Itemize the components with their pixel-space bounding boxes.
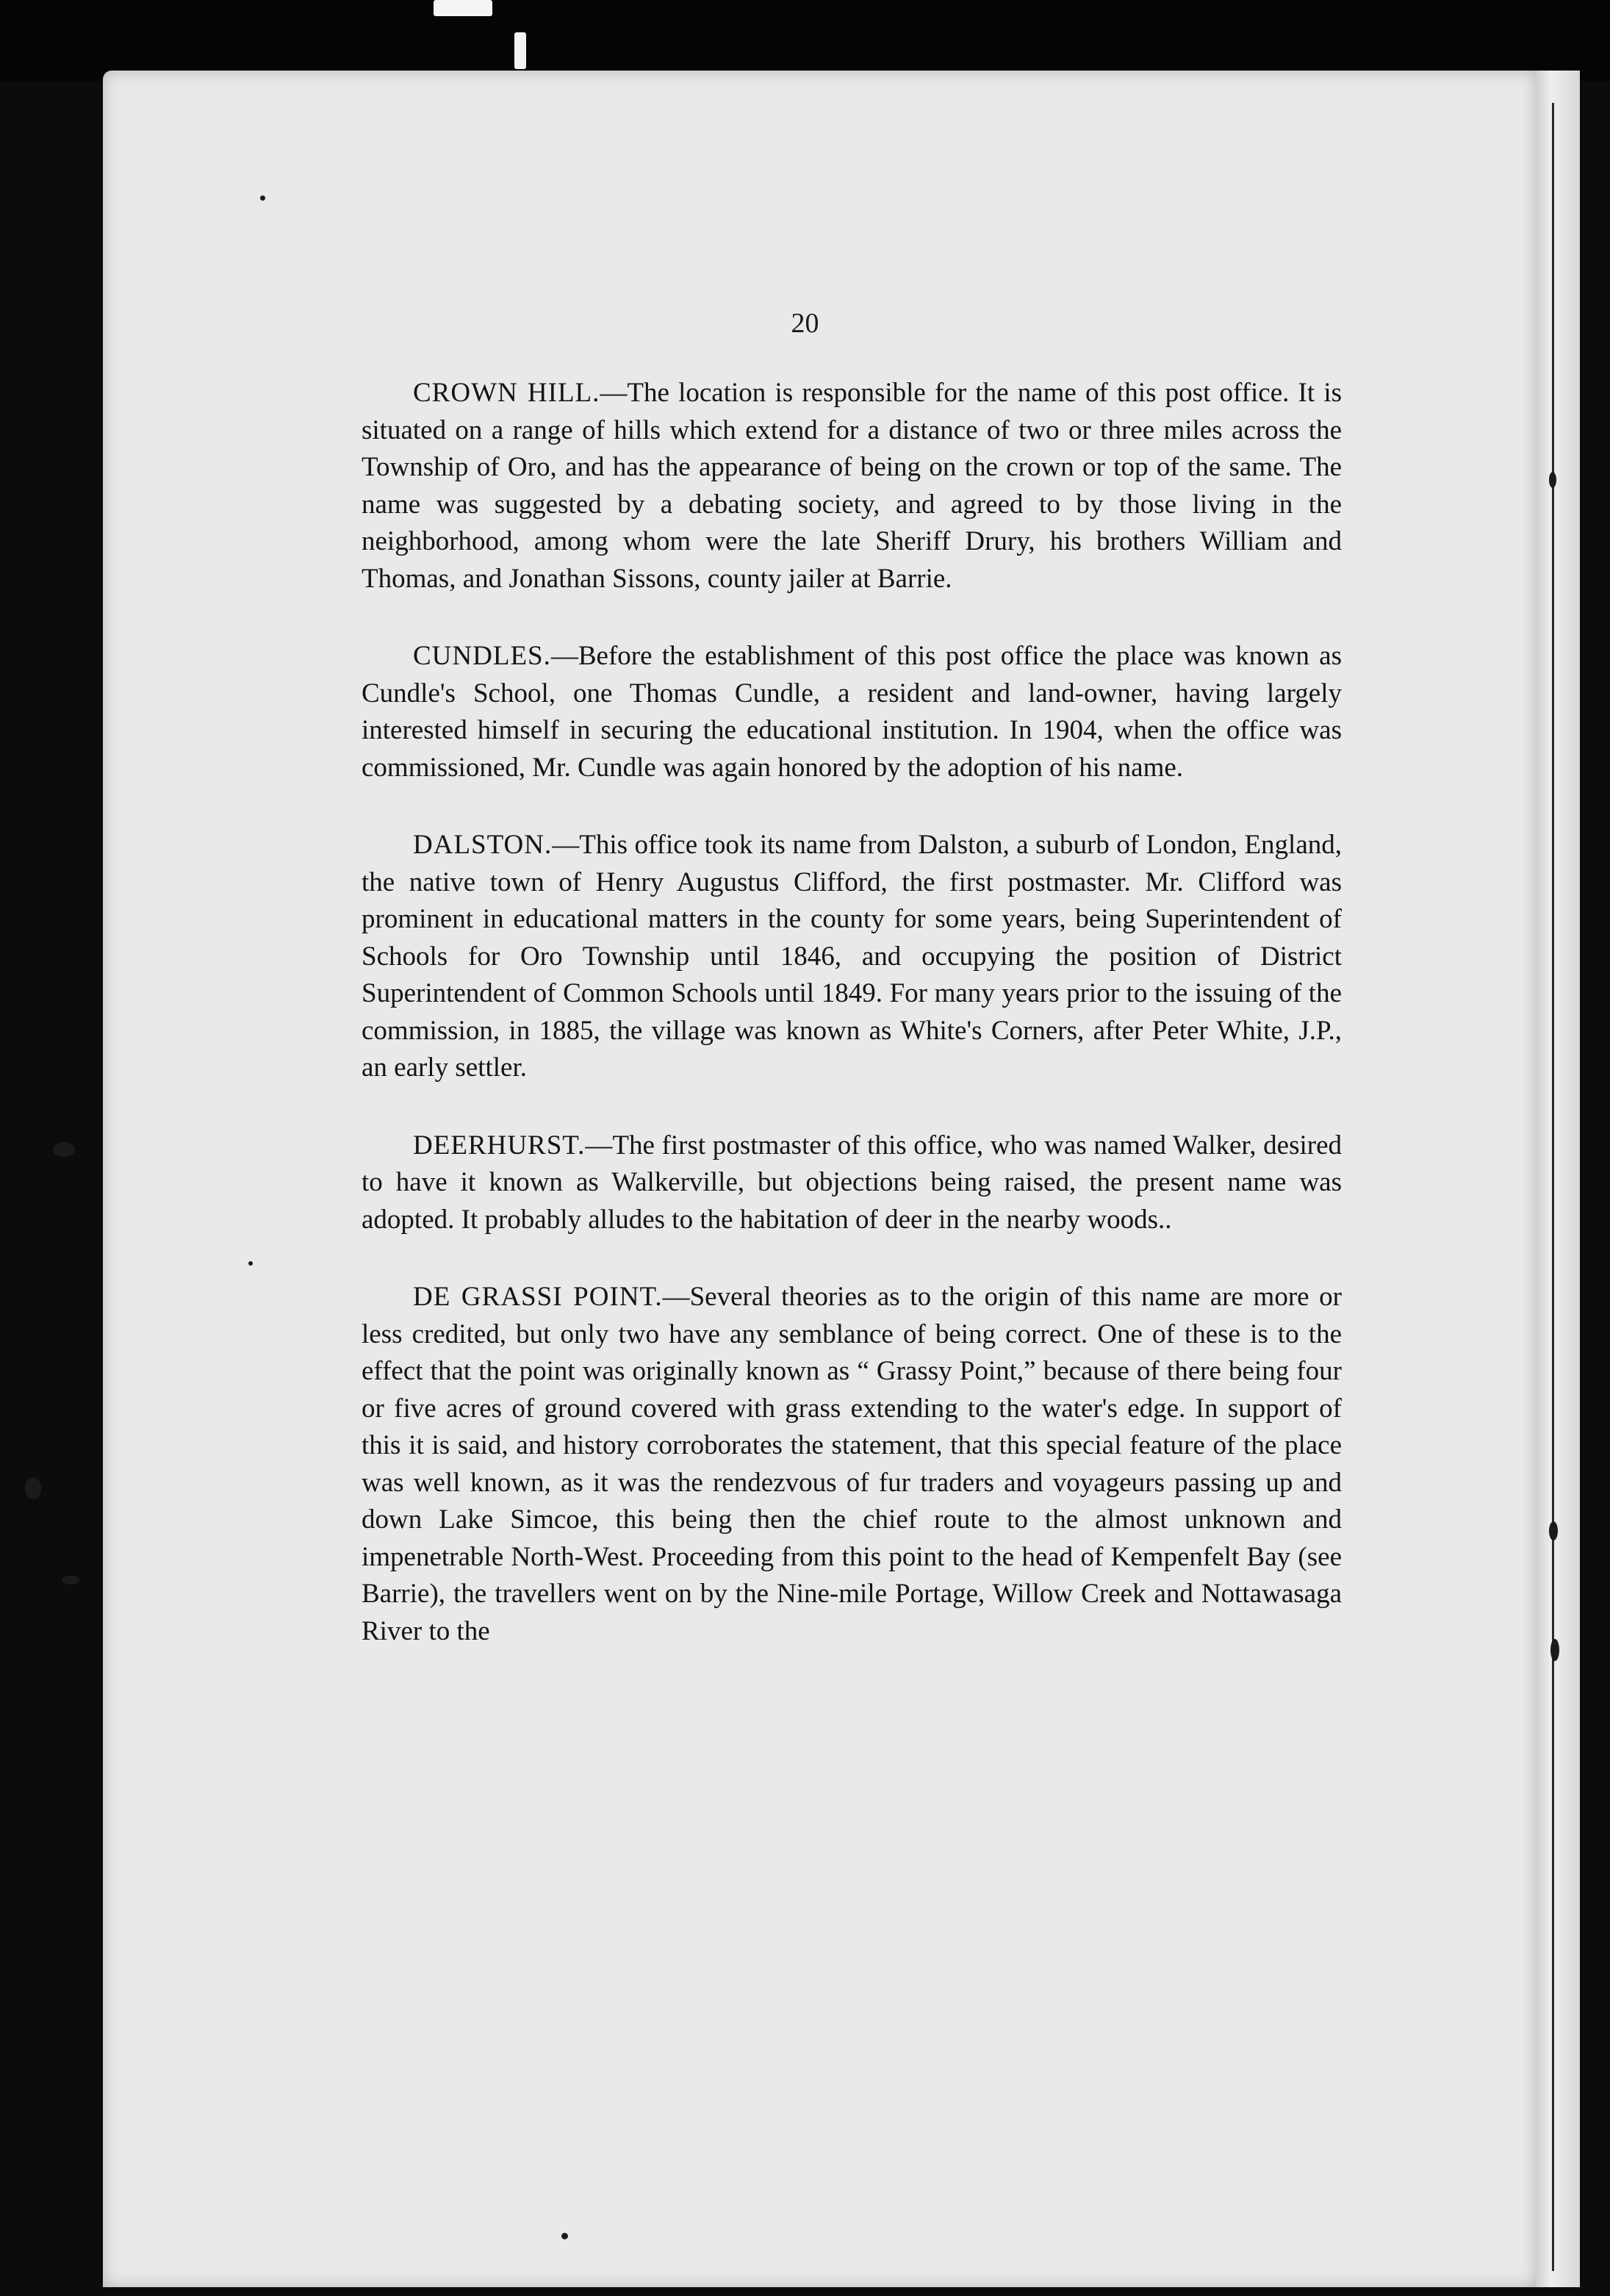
entry-text: —The first postmaster of this office, who was named Walker, desired to have it known as Walkerville, but objections being raised, the present name was adopted. It probably alludes to the habitation of deer in the nearby woods.. (362, 1130, 1342, 1235)
entry-cundles (362, 638, 1342, 786)
right-edge-speck (1549, 1521, 1558, 1540)
scan-artifact-top (434, 0, 492, 16)
headword: DE GRASSI POINT. (413, 1282, 663, 1312)
entry-text: —Before the establishment of this post office the place was known as Cundle's School, one Thomas Cundle, a resident and land-owner, having largely interested himself in securing the educational institution. In 1904, when the office was commissioned, Mr. Cundle was again honored by the adoption of his name. (362, 641, 1342, 783)
left-margin-speck (53, 1142, 75, 1157)
entry-text: —This office took its name from Dalston, a suburb of London, England, the native town of Henry Augustus Clifford, the first postmaster. Mr. Clifford was prominent in educational matters in the county for some years, being Superintendent of Schools for Oro Township until 1846, and occupying the position of District Superintendent of Common Schools until 1849. For many years prior to the issuing of the commission, in 1885, the village was known as White's Corners, after Peter White, J.P., an early settler. (362, 830, 1342, 1083)
left-margin-speck (62, 1576, 79, 1585)
entry-dalston (362, 827, 1342, 1087)
entry-text: —The location is responsible for the name of this post office. It is situated on a range of hills which extend for a distance of two or three miles across the Township of Oro, and has the appearance of being on the crown or top of the same. The name was suggested by a debating society, and agreed to by those living in the neighborhood, among whom were the late Sheriff Drury, his brothers William and Thomas, and Jonathan Sissons, county jailer at Barrie. (362, 378, 1343, 594)
headword: CROWN HILL. (413, 378, 600, 408)
scan-top-border (0, 0, 1610, 81)
entry-crown-hill (362, 375, 1342, 598)
page-number: 20 (791, 308, 819, 339)
entry-deerhurst (362, 1127, 1342, 1239)
headword: DALSTON. (413, 830, 553, 860)
page-speck (248, 1261, 253, 1266)
text-column (362, 375, 1342, 1690)
page-speck (561, 2233, 568, 2239)
page-fold-line (1552, 103, 1554, 2271)
entry-text: —Several theories as to the origin of this name are more or less credited, but only two have any semblance of being correct. One of these is to the effect that the point was originally known as “ Grassy Point,” because of there being four or five acres of ground covered with grass extending to the water's edge. In support of this it is said, and history corroborates the statement, that this special feature of the place was well known, as it was the rendezvous of fur traders and voyageurs passing up and down Lake Simcoe, this being then the chief route to the almost unknown and impenetrable North-West. Proceeding from this point to the head of Kempenfelt Bay (see Barrie), the travellers went on by the Nine-mile Portage, Willow Creek and Nottawasaga River to the (362, 1282, 1342, 1646)
headword: DEERHURST. (413, 1130, 586, 1160)
page-fold-edge (1536, 71, 1580, 2287)
scan-artifact-top-small (514, 32, 526, 69)
left-margin-speck (25, 1477, 41, 1499)
right-edge-speck (1550, 1639, 1559, 1661)
right-edge-speck (1549, 472, 1556, 488)
entry-de-grassi-point (362, 1279, 1342, 1650)
page-speck (260, 195, 265, 201)
headword: CUNDLES. (413, 641, 551, 671)
